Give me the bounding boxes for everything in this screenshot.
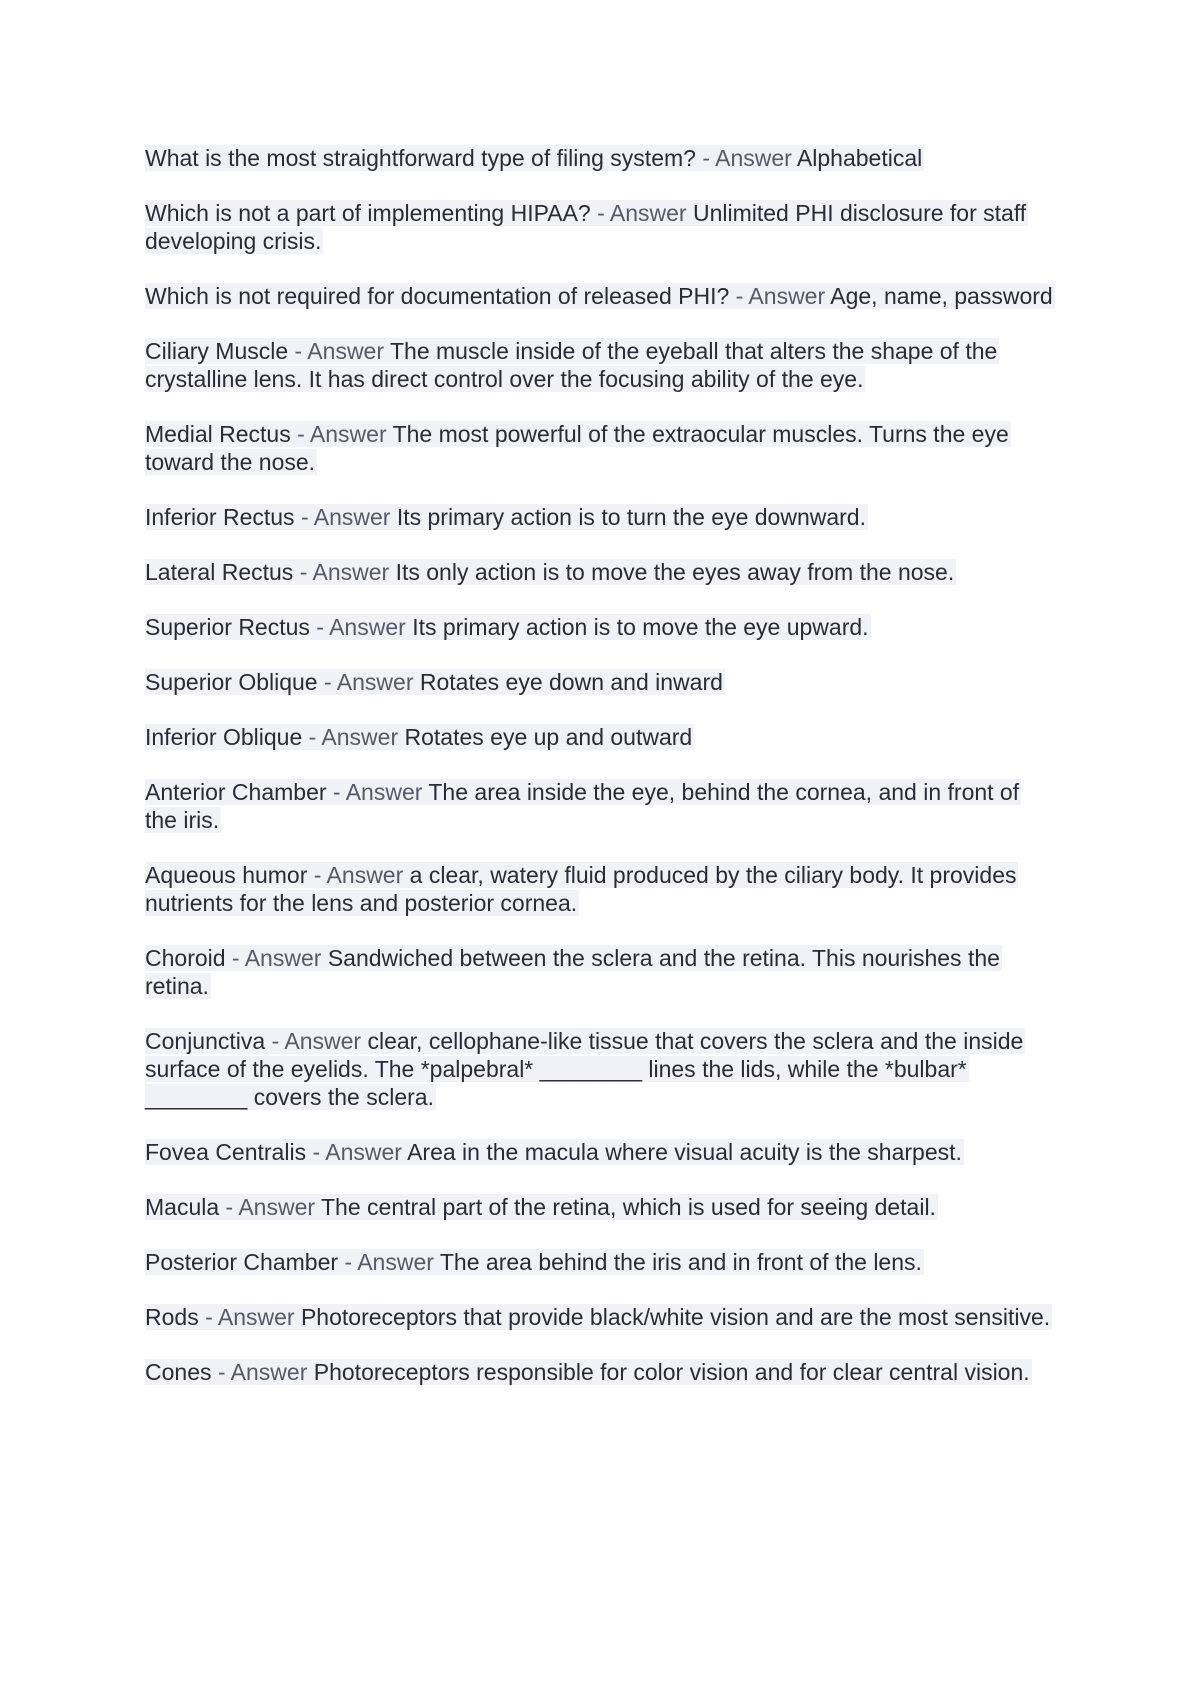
flashcard-entry <box>145 1303 1055 1331</box>
answer-separator: - Answer <box>211 1359 314 1385</box>
answer: Rotates eye up and outward <box>404 724 693 750</box>
answer-separator: - Answer <box>317 669 420 695</box>
flashcard-entry <box>145 1358 1055 1386</box>
term: Aqueous humor <box>145 862 308 888</box>
answer: The muscle inside of the eyeball that alters the shape of the crystalline lens. It has direct control over the focusing ability of the eye. <box>145 338 998 392</box>
answer: The most powerful of the extraocular muscles. Turns the eye toward the nose. <box>145 421 1009 475</box>
term: Rods <box>145 1304 199 1330</box>
term: Cones <box>145 1359 212 1385</box>
term: Lateral Rectus <box>145 559 294 585</box>
flashcard-entry <box>145 503 1055 531</box>
answer-separator: - Answer <box>302 724 405 750</box>
answer-separator: - Answer <box>225 945 328 971</box>
flashcard-entry <box>145 723 1055 751</box>
answer-separator: - Answer <box>307 862 410 888</box>
answer: Its primary action is to move the eye upward. <box>412 614 869 640</box>
answer-separator: - Answer <box>219 1194 321 1220</box>
answer: The area behind the iris and in front of the lens. <box>439 1249 922 1275</box>
flashcard-entry <box>145 199 1055 255</box>
answer-separator: - Answer <box>198 1304 301 1330</box>
term: Anterior Chamber <box>145 779 327 805</box>
flashcard-entry <box>145 337 1055 393</box>
term: Macula <box>145 1194 220 1220</box>
term: What is the most straightforward type of filing system? <box>145 145 696 171</box>
answer-separator: - Answer <box>306 1139 408 1165</box>
flashcard-entry <box>145 1248 1055 1276</box>
term: Medial Rectus <box>145 421 291 447</box>
answer-separator: - Answer <box>326 779 429 805</box>
term: Inferior Rectus <box>145 504 295 530</box>
flashcard-entry <box>145 558 1055 586</box>
flashcard-entry <box>145 1027 1055 1111</box>
answer-separator: - Answer <box>729 283 831 309</box>
flashcard-entry <box>145 778 1055 834</box>
answer-separator: - Answer <box>288 338 390 364</box>
answer: Rotates eye down and inward <box>419 669 723 695</box>
term: Inferior Oblique <box>145 724 303 750</box>
flashcard-entry <box>145 944 1055 1000</box>
flashcard-entry <box>145 1138 1055 1166</box>
answer: clear, cellophane-like tissue that covers the sclera and the inside surface of the eyelids. The *palpebral* ________ lines the lids, while the *bulbar* ________ covers the sclera. <box>145 1028 1024 1110</box>
flashcard-list <box>145 144 1055 1413</box>
flashcard-entry <box>145 613 1055 641</box>
answer-separator: - Answer <box>290 421 393 447</box>
answer: Its primary action is to turn the eye downward. <box>396 504 866 530</box>
flashcard-entry <box>145 668 1055 696</box>
answer-separator: - Answer <box>590 200 693 226</box>
answer: Photoreceptors responsible for color vision and for clear central vision. <box>313 1359 1030 1385</box>
answer-separator: - Answer <box>294 504 397 530</box>
flashcard-entry <box>145 144 1055 172</box>
answer-separator: - Answer <box>309 614 413 640</box>
flashcard-entry <box>145 1193 1055 1221</box>
answer: a clear, watery fluid produced by the ciliary body. It provides nutrients for the lens and posterior cornea. <box>145 862 1017 916</box>
answer: Sandwiched between the sclera and the retina. This nourishes the retina. <box>145 945 1000 999</box>
term: Ciliary Muscle <box>145 338 289 364</box>
answer-separator: - Answer <box>695 145 797 171</box>
answer-separator: - Answer <box>293 559 396 585</box>
answer: Photoreceptors that provide black/white vision and are the most sensitive. <box>300 1304 1051 1330</box>
answer: Its only action is to move the eyes away from the nose. <box>395 559 955 585</box>
term: Superior Rectus <box>145 614 310 640</box>
term: Choroid <box>145 945 226 971</box>
flashcard-entry <box>145 861 1055 917</box>
answer: Unlimited PHI disclosure for staff developing crisis. <box>145 200 1027 254</box>
answer: Age, name, password <box>830 283 1053 309</box>
flashcard-entry <box>145 282 1055 310</box>
answer-separator: - Answer <box>265 1028 368 1054</box>
term: Which is not required for documentation of released PHI? <box>145 283 730 309</box>
term: Superior Oblique <box>145 669 318 695</box>
term: Posterior Chamber <box>145 1249 339 1275</box>
answer: Alphabetical <box>796 145 923 171</box>
answer-separator: - Answer <box>338 1249 440 1275</box>
answer: The central part of the retina, which is used for seeing detail. <box>321 1194 936 1220</box>
term: Fovea Centralis <box>145 1139 307 1165</box>
answer: Area in the macula where visual acuity is the sharpest. <box>407 1139 962 1165</box>
answer: The area inside the eye, behind the cornea, and in front of the iris. <box>145 779 1020 833</box>
term: Which is not a part of implementing HIPAA? <box>145 200 591 226</box>
term: Conjunctiva <box>145 1028 266 1054</box>
flashcard-entry <box>145 420 1055 476</box>
